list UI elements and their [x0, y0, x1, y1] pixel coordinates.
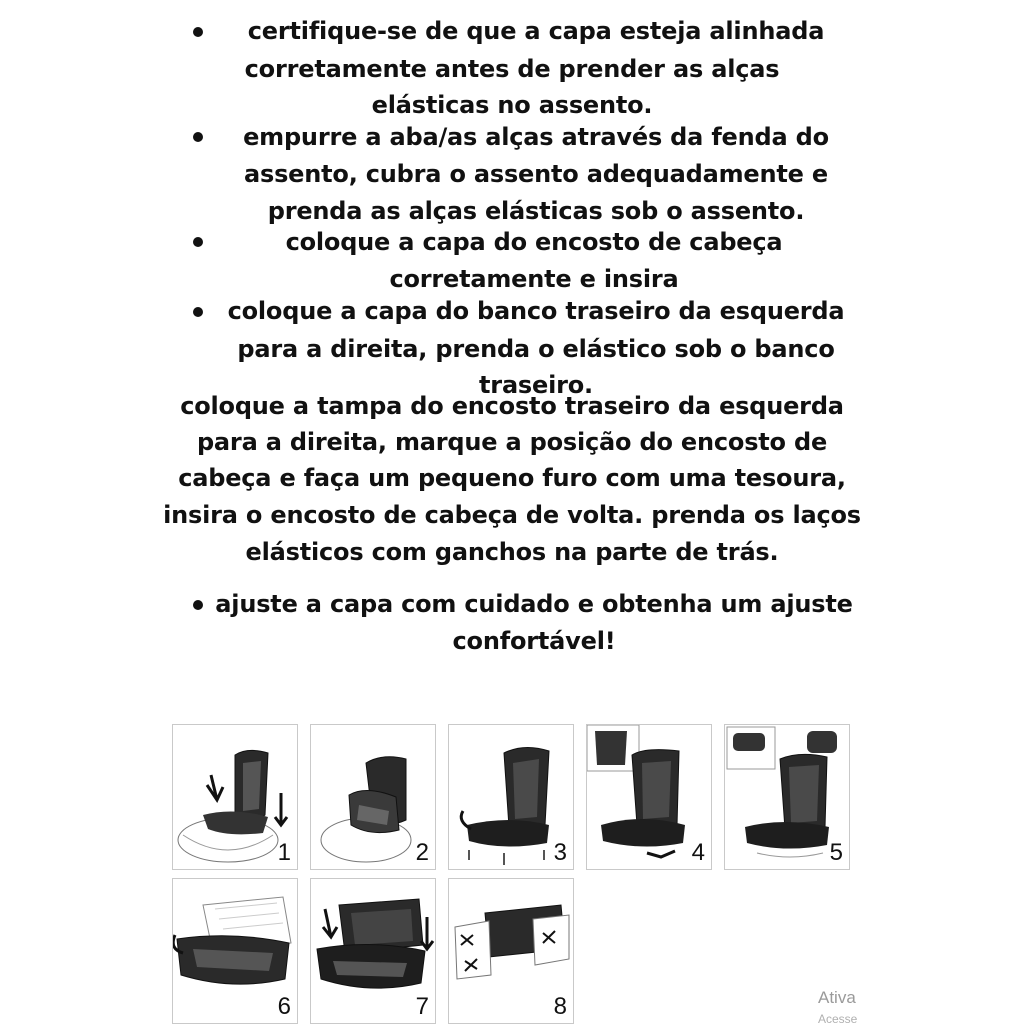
- panel-number: 4: [691, 839, 705, 866]
- paragraph-line-5: elásticos com ganchos na parte de trás.: [245, 538, 779, 566]
- panel-number: 2: [415, 839, 429, 866]
- watermark-subtext: Acesse: [818, 1012, 858, 1026]
- step-4-line-2: para a direita, prenda o elástico sob o banco: [237, 335, 835, 363]
- step-4-line-3: traseiro.: [479, 371, 593, 399]
- step-3-line-2: corretamente e insira: [389, 265, 679, 293]
- diagram-panel-8: [448, 878, 574, 1024]
- paragraph-line-2: para a direita, marque a posição do encosto de: [196, 428, 828, 456]
- panel-number: 7: [415, 993, 429, 1020]
- paragraph-line-3: cabeça e faça um pequeno furo com uma tesoura,: [178, 464, 846, 492]
- diagram-panel-5: [724, 724, 850, 870]
- diagram-panel-3: [448, 724, 574, 870]
- panel-number: 5: [829, 839, 843, 866]
- panel-number: 3: [553, 839, 567, 866]
- step-1-line-1: certifique-se de que a capa esteja alinhada: [247, 17, 825, 45]
- panel-number: 8: [553, 993, 567, 1020]
- panel-number: 1: [277, 839, 291, 866]
- step-4-line-1: coloque a capa do banco traseiro da esquerda: [227, 297, 845, 325]
- step-1-line-3: elásticas no assento.: [371, 91, 653, 119]
- diagram-panel-6: [172, 878, 298, 1024]
- paragraph-line-4: insira o encosto de cabeça de volta. prenda os laços: [163, 501, 861, 529]
- paragraph-line-1: coloque a tampa do encosto traseiro da esquerda: [180, 392, 844, 420]
- diagram-panel-7: [310, 878, 436, 1024]
- step-2-line-2: assento, cubra o assento adequadamente e: [244, 160, 828, 188]
- step-3-line-1: coloque a capa do encosto de cabeça: [285, 228, 783, 256]
- watermark-text: Ativa: [818, 988, 856, 1007]
- step-1-line-2: corretamente antes de prender as alças: [244, 55, 780, 83]
- step-2-line-3: prenda as alças elásticas sob o assento.: [267, 197, 805, 225]
- diagram-panel-1: [172, 724, 298, 870]
- step-2-line-1: empurre a aba/as alças através da fenda do: [243, 123, 829, 151]
- final-step-line-1: ajuste a capa com cuidado e obtenha um ajuste: [215, 590, 853, 618]
- final-step-line-2: confortável!: [452, 627, 616, 655]
- diagram-panel-4: [586, 724, 712, 870]
- panel-number: 6: [277, 993, 291, 1020]
- diagram-panel-2: [310, 724, 436, 870]
